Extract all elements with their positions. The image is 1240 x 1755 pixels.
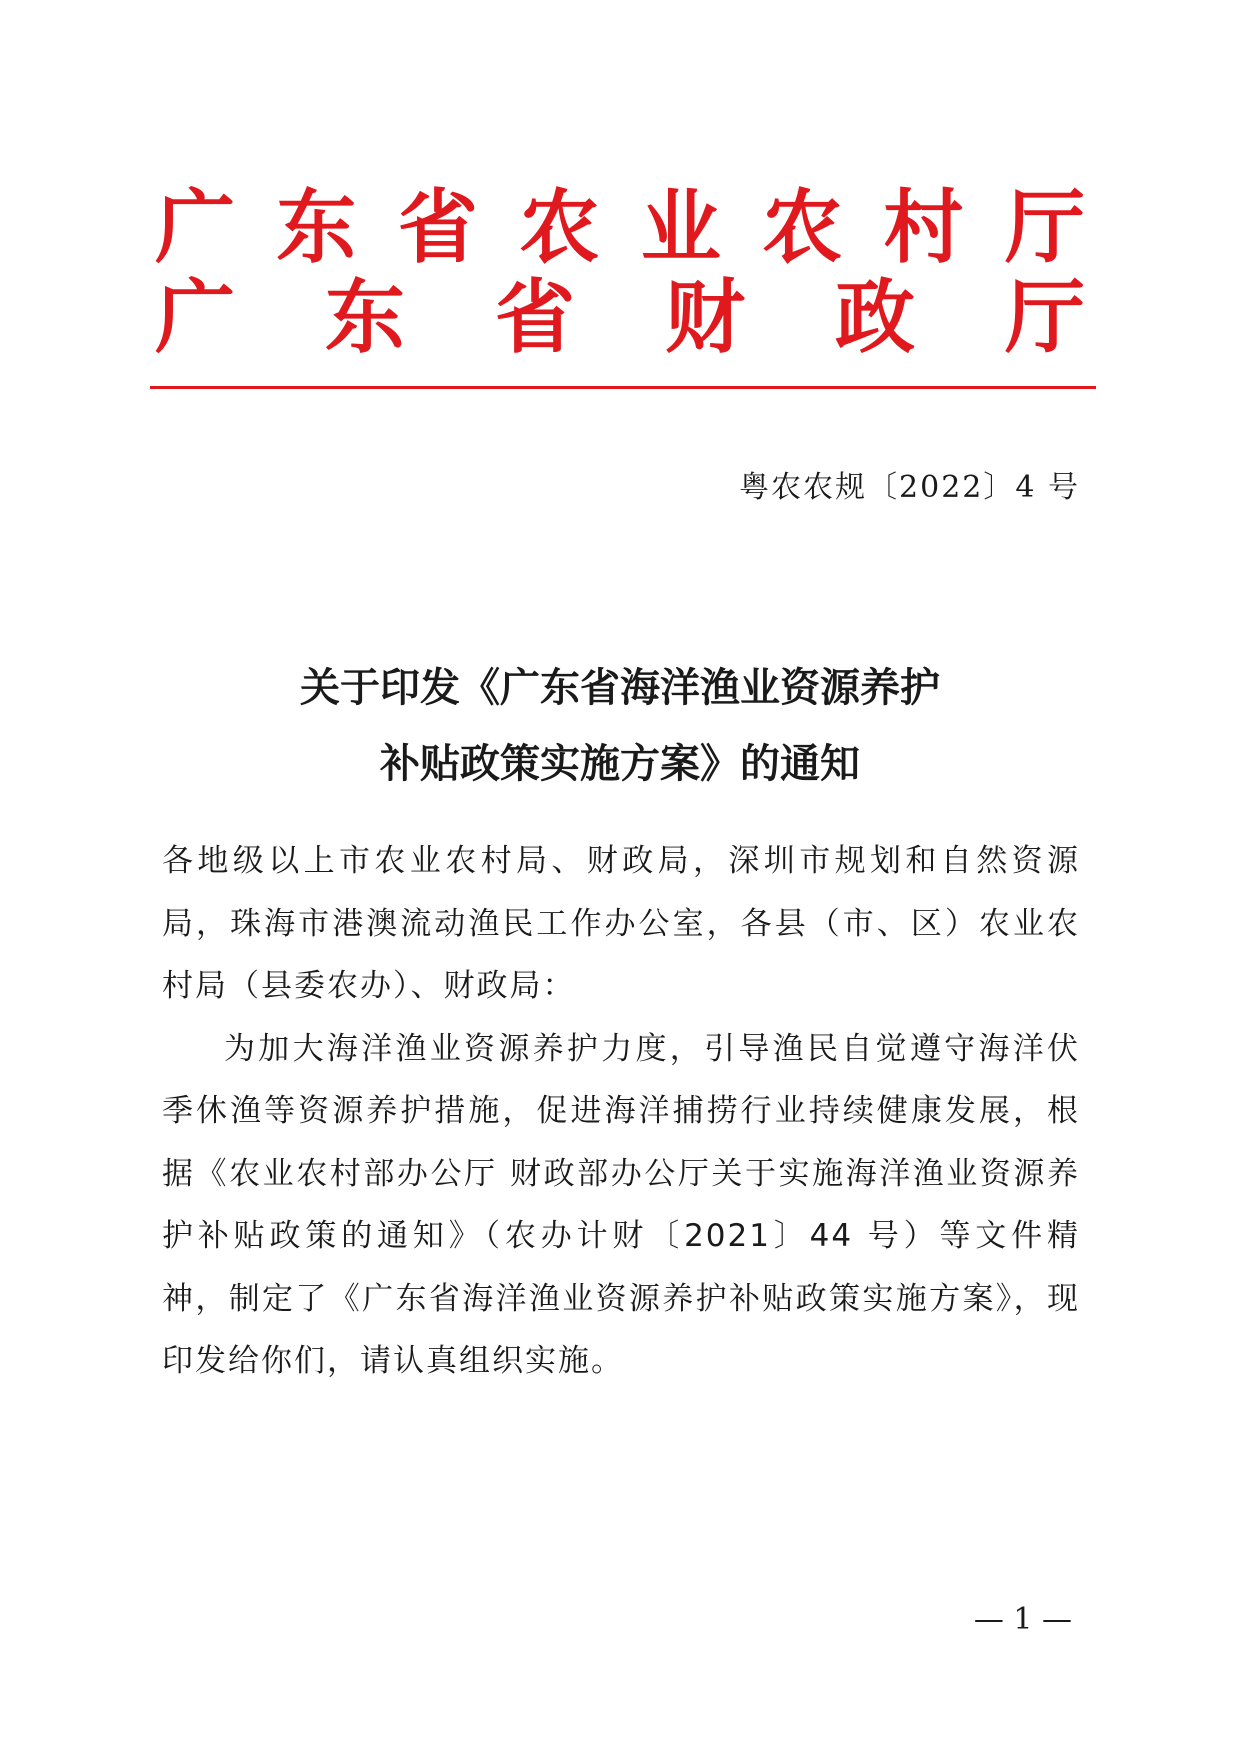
issuer-char: 财 xyxy=(665,270,745,364)
issuer-char: 省 xyxy=(495,270,575,364)
issuer-char: 东 xyxy=(276,180,357,274)
document-title-line-1: 关于印发《广东省海洋渔业资源养护 xyxy=(300,664,940,711)
issuer-char: 厅 xyxy=(1004,180,1085,274)
issuer-char: 村 xyxy=(883,180,964,274)
document-body xyxy=(162,830,1080,1393)
document-title xyxy=(150,650,1090,802)
document-title-line-2: 补贴政策实施方案》的通知 xyxy=(380,740,860,787)
issuer-char: 农 xyxy=(519,180,600,274)
document-number: 粤农农规〔2022〕4 号 xyxy=(739,470,1080,505)
issuer-char: 东 xyxy=(325,270,405,364)
issuer-char: 广 xyxy=(155,270,235,364)
issuer-char: 广 xyxy=(155,180,235,274)
issuer-name-agriculture xyxy=(150,182,1090,272)
issuer-char: 农 xyxy=(762,180,843,274)
issuer-char: 省 xyxy=(397,180,478,274)
page-number: — 1 — xyxy=(973,1602,1072,1637)
issuer-char: 业 xyxy=(640,180,721,274)
issuer-name-finance xyxy=(150,272,1090,362)
recipients-paragraph: 各地级以上市农业农村局、财政局，深圳市规划和自然资源局，珠海市港澳流动渔民工作办公室，各县（市、区）农业农村局（县委农办）、财政局： xyxy=(162,843,1080,1004)
issuer-char: 厅 xyxy=(1005,270,1085,364)
body-paragraph: 为加大海洋渔业资源养护力度，引导渔民自觉遵守海洋伏季休渔等资源养护措施，促进海洋捕捞行业持续健康发展，根据《农业农村部办公厅 财政部办公厅关于实施海洋渔业资源养护补贴政策的通知》（农办计财〔2021〕44 号）等文件精神，制定了《广东省海洋渔业资源养护补贴政策实施方案》，现印发给你们，请认真组织实施。 xyxy=(162,1030,1080,1379)
red-header-divider xyxy=(150,386,1096,389)
issuer-char: 政 xyxy=(835,270,915,364)
